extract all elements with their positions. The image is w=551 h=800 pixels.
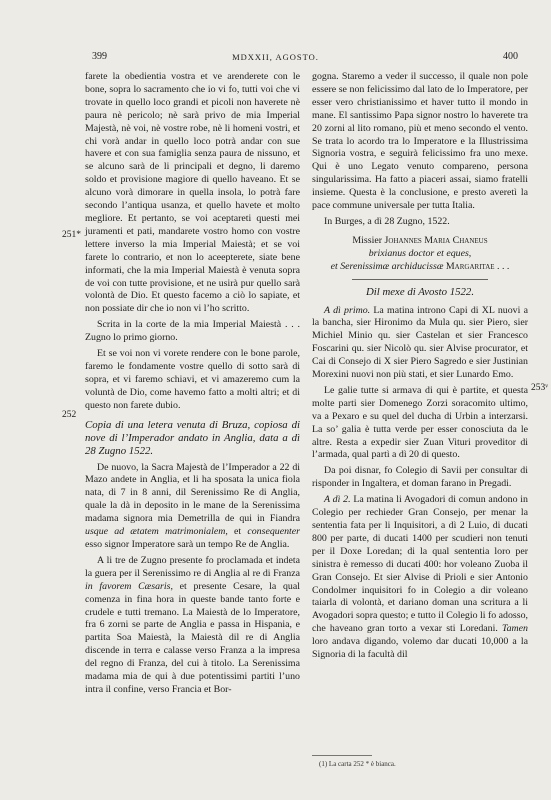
text-run: La matina li Avogadori di comun andono in Colegio per rechieder Gran Consejo, per menar la sententia fata per li Inquisitori, a dì 2 Luio, di ducati 800 per parte, di ducati 1400 per scudieri non tenuti per il Doxe Loredan; di la qual sententia loro per sinistra è remesso di ducati 400: hor voleano Zuoba il Gran Consejo. Et sier Alvise di Prioli e sier Antonio Condolmer inquisitori fo in Colegio a dir voleano taiarla di volontà, et dariano doman una scritura a li Avogadori sopra questo; e tutto il Colegio li fo adosso, che haveano gran torto a vexar sti Loredani. xyxy=(312,494,528,635)
text-run: esso signor Imperatore sarà un tempo Re de Anglia. xyxy=(85,539,290,550)
footnote-rule xyxy=(312,755,372,756)
margin-number-251: 251* xyxy=(62,230,81,240)
entry-date: A dì primo. xyxy=(324,304,371,316)
signature-line xyxy=(312,235,528,248)
italic-text: consequenter xyxy=(247,526,300,538)
section-divider xyxy=(312,274,528,284)
page-number-right: 400 xyxy=(503,51,518,62)
paragraph: Da poi disnar, fo Colegio di Savii per consultar di risponder in Ingaltera, et doman farano in Pregadi. xyxy=(312,465,528,490)
letter-title: Copia di una letera venuta di Bruza, copiosa di nove di l’Imperador andato in Anglia, data a dì 28 Zugno 1522. xyxy=(85,418,300,457)
paragraph: Le galie tutte si armava di qui è partite, et questa molte parti sier Domenego Zorzi soracomito ultimo, va a Pexaro e su quel del ducha di Urbin a interzarsi. La so’ galia è tutta verde per esser conosciuta da le altre. Resta a expedir sier Zuan Vituri proveditor di l’armada, qual partì a dì 20 di questo. xyxy=(312,384,528,461)
text-run: De nuovo, la Sacra Majestà de l’Imperador a 22 di Mazo andete in Anglia, et li ha sposata la unica fiola nata, di 7 in 8 anni, dil Serenissimo Re di Anglia, quale la dà in deposito in le mane de la Serenissima madama signora mia Demetrilla de qui in Fiandra xyxy=(85,461,300,525)
italic-text: Tamen xyxy=(502,623,528,635)
text-run: et Serenissimæ archiducissæ xyxy=(330,260,446,272)
paragraph: Scrita in la corte de la mia Imperial Maiestà . . . Zugno lo primo giorno. xyxy=(85,319,300,344)
text-run: , et xyxy=(225,526,248,538)
divider-line xyxy=(352,279,488,280)
running-head: MDXXII, AGOSTO. xyxy=(232,52,319,62)
dateline: In Burges, a dì 28 Zugno, 1522. xyxy=(324,215,450,227)
signature-line: brixianus doctor et eques, xyxy=(368,247,472,259)
paragraph xyxy=(312,305,528,382)
paragraph xyxy=(312,494,528,662)
right-column xyxy=(312,71,528,662)
text-run: . . . xyxy=(494,260,510,272)
text-run: La matina introno Capi di XL nuovi a la bancha, sier Hironimo da Mula qu. sier Piero, sier Michiel Minio qu. sier Castelan et sier Francesco Foscarini qu. sier Nicolò qu. sier Alvise procurator, et Cai di Consejo di X sier Piero Sagredo e sier Justinian Morexini nuovi non più stati, et sier Lunardo Emo. xyxy=(312,304,528,381)
paragraph: farete la obedientia vostra et ve arenderete con le bone, sopra lo sacramento che io vi fo, tutti voi che vi trovate in quello loco grandi et picoli non haverete nè paura nè pericolo; nè sarà privo de mia Imperial Majestà, nè voi, nè vostre robe, nè li homeni vostri, et chi vorà andar in quello loco potrà andar con sue havere et con sua famiglia senza paura de nissuno, et se alcuno sarà de li principali et degno, li daremo soldo et provisione magiore di quello haveano. Et se alcuno vorà dimorare in quella insola, lo potrà fare secondo l’antiqua usanza, et quello havete et molto megliore. Et pertanto, se voi aceptareti questi mei juramenti et pati, mandarete vostro homo con vostre lettere inverso la mia Imperial Maiestà; et se voi farete lo contrario, et non lo aceepterete, siate bene informati, che la mia Imperial Maiestà è venuta sopra de voi con tutte provisione, et ne usirà pur quello sarà volontà de Dio. Et questo facemo a ciò lo sapiate, et non possiate dir che io non vi l’ho scritto. xyxy=(85,71,300,315)
page-number-left: 399 xyxy=(92,51,107,62)
paragraph xyxy=(85,462,300,552)
footnote: (1) La carta 252 * è bianca. xyxy=(319,760,396,768)
margin-number-253: 253ᵛ xyxy=(531,383,549,393)
text-run: A li tre de Zugno presente fo proclamada et indeta la guera per il Serenissimo re di Anglia al re di Franza xyxy=(85,554,300,579)
paragraph xyxy=(85,555,300,697)
month-heading: Dil mexe di Avosto 1522. xyxy=(365,285,475,298)
running-header xyxy=(0,51,551,67)
italic-text: in favorem Cæsaris xyxy=(85,580,171,592)
text-run: loro andava digando, volemo dar ducati 10,000 a la Signoria di la facultà dil xyxy=(312,636,528,661)
signature-line xyxy=(312,261,528,274)
left-column xyxy=(85,71,300,697)
margin-number-252: 252 xyxy=(62,410,77,420)
text-run: , et presente Cesare, la qual comenza in fina hora in queste bande tanto forte e crudele e tutti tremano. La Maiestà de lo Imperatore, fra 6 zorni se parte de Anglia e passa in Hispania, e partita Soa Maiestà, la Maiestà dil re di Anglia discende in terra e calasse verso Franza a la impresa del regno di Franza, del cui à titolo. La Serenissima madama mia de qui à due potentissimi partiti l’uno intra il confine, verso Francia et Bor- xyxy=(85,580,300,695)
text-run: Missier xyxy=(352,234,385,246)
signer-name: Johannes Maria Chaneus xyxy=(384,234,488,246)
paragraph: Et se voi non vi vorete rendere con le bone parole, faremo le fondamente vostre quello di sotto sarà di sopra, et vi faremo schiavi, et vi amazeremo cum la voluntà de Dio, come havemo fatto a molti altri; et di questo non farete dubio. xyxy=(85,348,300,411)
signer-name: Margaritae xyxy=(445,260,495,272)
paragraph: gogna. Staremo a veder il successo, il quale non pole essere se non felicissimo dal lato de lo Imperatore, per esser vero christianissimo et haver tutto il mondo in mane. El santissimo Papa signor nostro lo haverete tra 20 zorni al lito romano, più et meno secondo el vento. Se trata lo acordo tra lo Imperatore e la Illustrissima Signoria vostra, e seguirà felicissimo fra uno mexe. Qui è uno Legato venuto compareno, persona singularissima. Ha fatto a piaceri assai, siamo fratelli insieme. Questa è la conclusione, e presto averetì la pace commune universale per tutta Italia. xyxy=(312,71,528,212)
entry-date: A dì 2. xyxy=(324,494,351,506)
italic-text: usque ad ætatem matrimonialem xyxy=(85,526,226,538)
